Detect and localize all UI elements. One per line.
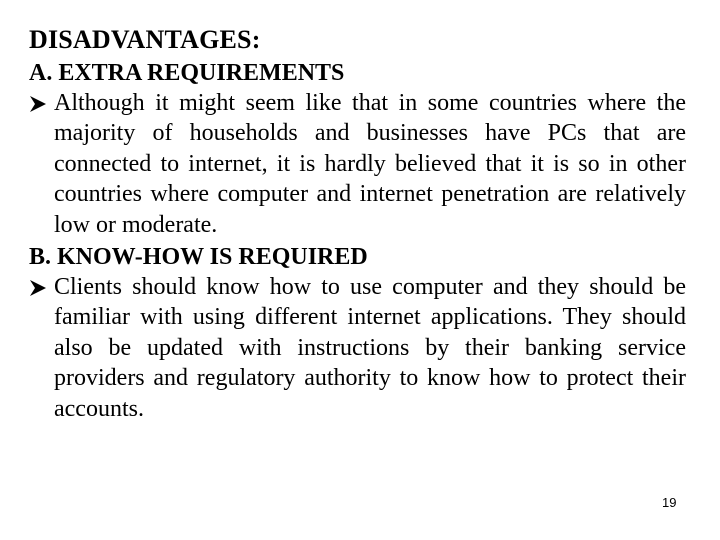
slide-title: DISADVANTAGES: [29, 25, 261, 54]
bullet-item-know-how-required [29, 272, 686, 424]
bullet-text-extra-requirements: Although it might seem like that in some countries where the majority of households and businesses have PCs that are connected to internet, it is hardly believed that it is so in other countries where computer and internet penetration are relatively low or moderate. [54, 90, 686, 238]
arrowhead-bullet-icon [29, 88, 51, 118]
page-number: 19 [662, 495, 677, 510]
slide-content [29, 22, 686, 426]
section-heading-extra-requirements: A. EXTRA REQUIREMENTS [29, 60, 345, 86]
section-extra-requirements [29, 58, 686, 240]
arrowhead-bullet-icon [29, 272, 51, 302]
section-heading-know-how-required: B. KNOW-HOW IS REQUIRED [29, 244, 368, 271]
bullet-text-know-how-required: Clients should know how to use computer and they should be familiar with using different internet applications. They should also be updated with instructions by their banking service providers and regulatory authority to know how to protect their accounts. [54, 274, 686, 422]
bullet-item-extra-requirements [29, 88, 686, 240]
section-know-how-required [29, 242, 686, 424]
